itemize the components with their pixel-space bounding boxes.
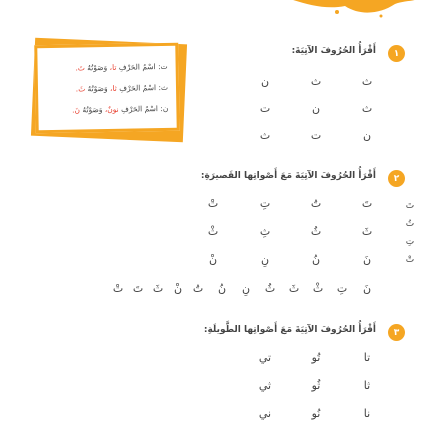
letter: تِ (259, 197, 271, 210)
section-number-1: ١ (388, 45, 405, 62)
letter: ث (310, 75, 322, 88)
letter: ثُ (264, 282, 276, 295)
vowel-mark: تِ (405, 237, 415, 247)
vowel-mark: تَ (405, 201, 415, 211)
vowel-mark: تْ (405, 255, 415, 265)
letter: تِ (336, 282, 348, 295)
info-box (34, 43, 180, 133)
letter: ثَ (288, 282, 300, 295)
letter: تُو (311, 351, 321, 364)
letter: ثْ (207, 225, 219, 238)
letter: ثُو (311, 379, 321, 392)
letter: ني (258, 407, 272, 420)
section-title-3: أَقْرَأُ الحُرُوفَ الآتِيَةَ مَعَ أَصْواتِها الطَّويلَةِ: (203, 325, 376, 335)
letter: ت (310, 129, 322, 142)
info-line-tha: ث: اسْمُ الحَرْفِ ثا، وَصَوْتُهُ ثَ. (75, 82, 169, 94)
section-title-2: أَقْرَأُ الحُرُوفَ الآتِيَةَ مَعَ أَصْواتِها القَصيرَةِ: (200, 171, 376, 181)
info-line-nun: ن: اسْمُ الحَرْفِ نونٌ، وَصَوْتُهُ نَ. (72, 103, 169, 115)
letter: نَ (362, 253, 372, 266)
letter: تا (363, 351, 371, 364)
letter: ثا (363, 379, 371, 392)
letter: نُ (217, 282, 227, 295)
letter: ثِ (259, 225, 271, 238)
letter: تي (258, 351, 272, 364)
letter: ثي (258, 379, 272, 392)
letter: نِ (260, 253, 270, 266)
letter: ت (259, 102, 271, 115)
section-title-1: أَقْرَأُ الحُرُوفَ الآتِيَةَ: (291, 46, 376, 56)
vowel-mark: تُ (405, 219, 415, 229)
letter: نِ (241, 282, 251, 295)
letter: تْ (207, 197, 219, 210)
letter: ثَ (152, 282, 164, 295)
paint-splash-decoration (285, 0, 425, 18)
letter: ث (361, 75, 373, 88)
letter: نَ (362, 282, 372, 295)
letter: نُ (311, 253, 321, 266)
letter: نُو (311, 407, 321, 420)
letter: ثْ (312, 282, 324, 295)
letter: ن (362, 129, 372, 142)
letter: تُ (310, 197, 322, 210)
section-number-2: ٢ (388, 170, 405, 187)
letter: نْ (173, 282, 183, 295)
letter: نا (363, 407, 371, 420)
letter: تَ (132, 282, 144, 295)
letter: تَ (361, 197, 373, 210)
letter: ث (259, 129, 271, 142)
letter: ثُ (310, 225, 322, 238)
letter: ن (311, 102, 321, 115)
info-line-ta: ت: اسْمُ الحَرْفِ تا، وَصَوْتُهُ تَ. (75, 61, 168, 73)
letter: تْ (112, 282, 124, 295)
letter: ن (260, 75, 270, 88)
letter: نْ (208, 253, 218, 266)
letter: تُ (192, 282, 204, 295)
letter: ثَ (361, 225, 373, 238)
section-number-3: ٣ (388, 324, 405, 341)
letter: ث (361, 102, 373, 115)
